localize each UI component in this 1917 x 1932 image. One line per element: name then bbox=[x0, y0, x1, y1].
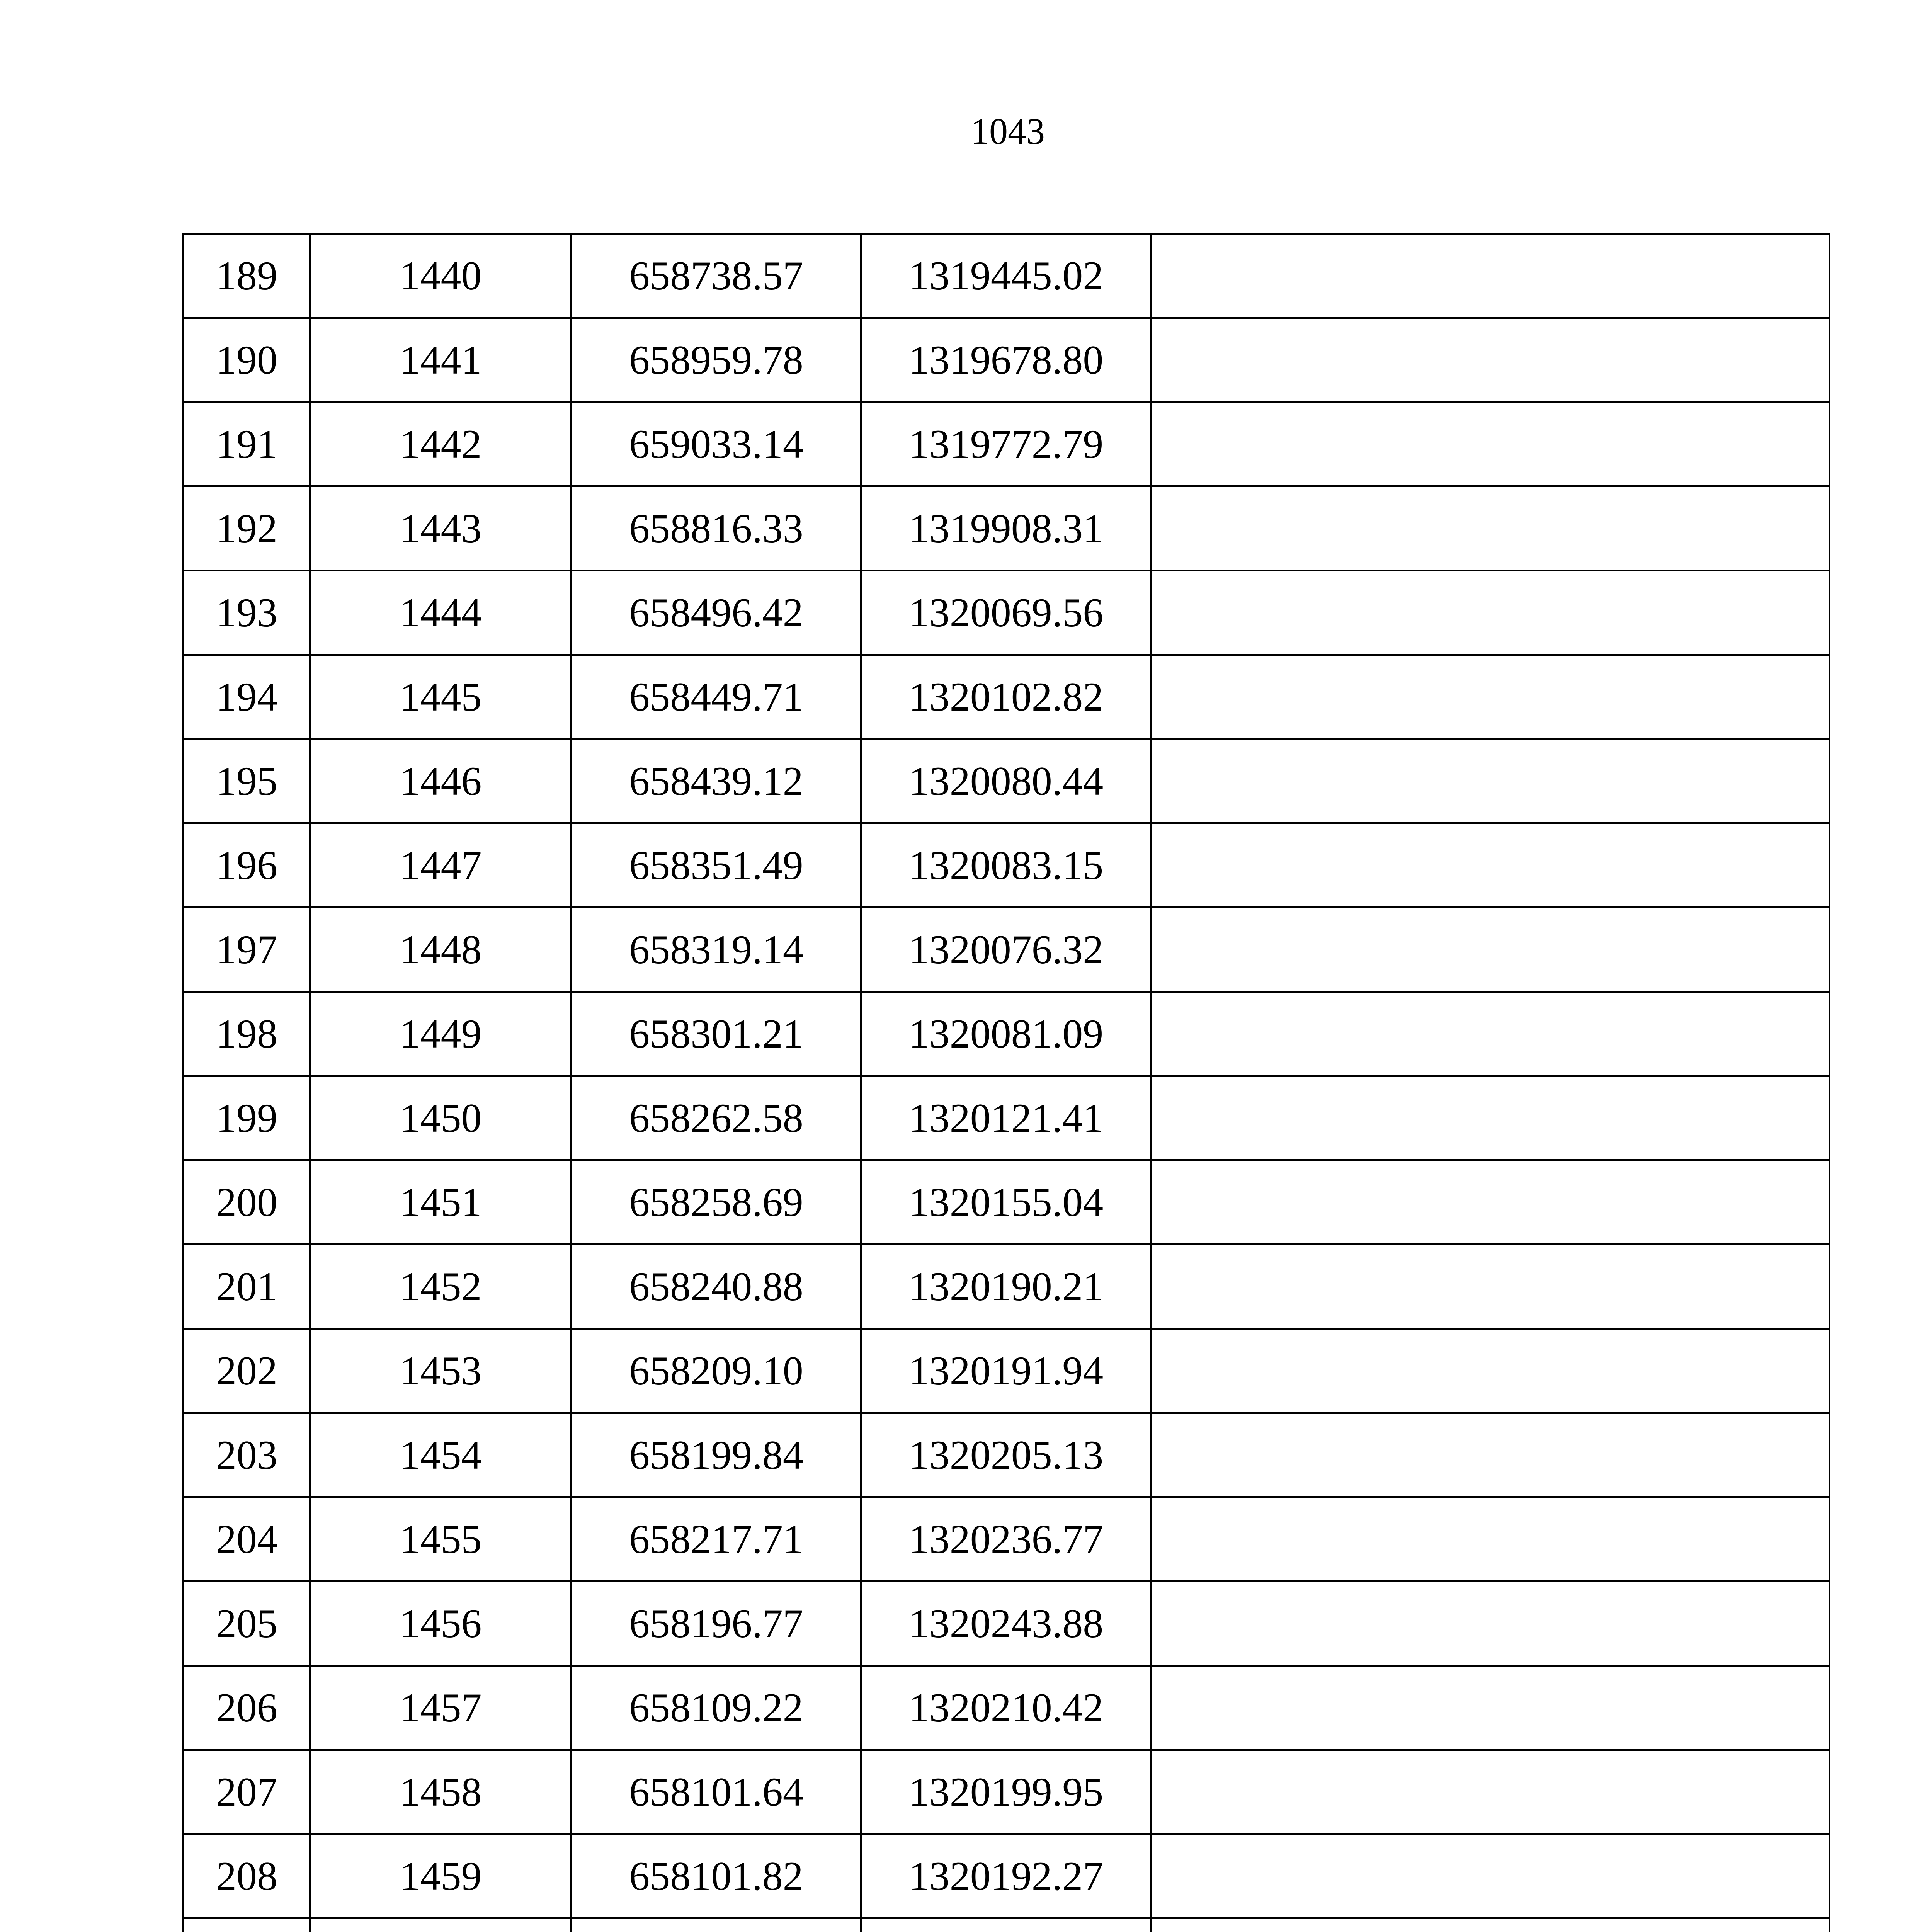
row-number-cell: 189 bbox=[184, 234, 310, 318]
row-number-cell: 196 bbox=[184, 823, 310, 908]
x-coordinate-cell: 658109.22 bbox=[572, 1666, 861, 1750]
x-coordinate-cell: 658738.57 bbox=[572, 234, 861, 318]
table-row bbox=[184, 1582, 1830, 1666]
point-id-cell: 1446 bbox=[310, 739, 572, 823]
table-row bbox=[184, 823, 1830, 908]
x-coordinate-cell: 658301.21 bbox=[572, 992, 861, 1076]
x-coordinate-cell: 658240.88 bbox=[572, 1245, 861, 1329]
note-cell bbox=[1151, 234, 1830, 318]
point-id-cell: 1457 bbox=[310, 1666, 572, 1750]
y-coordinate-cell: 1320191.94 bbox=[861, 1329, 1151, 1413]
point-id-cell: 1443 bbox=[310, 486, 572, 571]
row-number-cell: 194 bbox=[184, 655, 310, 739]
x-coordinate-cell bbox=[572, 1918, 861, 1932]
note-cell bbox=[1151, 1329, 1830, 1413]
row-number-cell bbox=[184, 1918, 310, 1932]
y-coordinate-cell: 1320210.42 bbox=[861, 1666, 1151, 1750]
point-id-cell: 1447 bbox=[310, 823, 572, 908]
table-row bbox=[184, 1666, 1830, 1750]
x-coordinate-cell: 658262.58 bbox=[572, 1076, 861, 1160]
y-coordinate-cell: 1320076.32 bbox=[861, 908, 1151, 992]
row-number-cell: 200 bbox=[184, 1160, 310, 1245]
x-coordinate-cell: 659033.14 bbox=[572, 402, 861, 486]
point-id-cell: 1450 bbox=[310, 1076, 572, 1160]
table-row bbox=[184, 1497, 1830, 1582]
note-cell bbox=[1151, 1666, 1830, 1750]
note-cell bbox=[1151, 1497, 1830, 1582]
y-coordinate-cell: 1320199.95 bbox=[861, 1750, 1151, 1834]
point-id-cell: 1456 bbox=[310, 1582, 572, 1666]
x-coordinate-cell: 658449.71 bbox=[572, 655, 861, 739]
table-row bbox=[184, 908, 1830, 992]
coordinates-table-body bbox=[184, 234, 1830, 1932]
y-coordinate-cell: 1320190.21 bbox=[861, 1245, 1151, 1329]
row-number-cell: 204 bbox=[184, 1497, 310, 1582]
note-cell bbox=[1151, 402, 1830, 486]
point-id-cell: 1444 bbox=[310, 571, 572, 655]
x-coordinate-cell: 658258.69 bbox=[572, 1160, 861, 1245]
y-coordinate-cell: 1320102.82 bbox=[861, 655, 1151, 739]
x-coordinate-cell: 658101.82 bbox=[572, 1834, 861, 1918]
note-cell bbox=[1151, 571, 1830, 655]
table-row bbox=[184, 655, 1830, 739]
table-row bbox=[184, 234, 1830, 318]
table-row bbox=[184, 1160, 1830, 1245]
table-row bbox=[184, 1918, 1830, 1932]
point-id-cell: 1451 bbox=[310, 1160, 572, 1245]
point-id-cell: 1440 bbox=[310, 234, 572, 318]
row-number-cell: 202 bbox=[184, 1329, 310, 1413]
note-cell bbox=[1151, 318, 1830, 402]
y-coordinate-cell: 1320236.77 bbox=[861, 1497, 1151, 1582]
row-number-cell: 193 bbox=[184, 571, 310, 655]
y-coordinate-cell: 1319678.80 bbox=[861, 318, 1151, 402]
table-row bbox=[184, 1413, 1830, 1497]
row-number-cell: 207 bbox=[184, 1750, 310, 1834]
table-row bbox=[184, 486, 1830, 571]
row-number-cell: 191 bbox=[184, 402, 310, 486]
note-cell bbox=[1151, 1918, 1830, 1932]
row-number-cell: 205 bbox=[184, 1582, 310, 1666]
y-coordinate-cell: 1320081.09 bbox=[861, 992, 1151, 1076]
point-id-cell: 1454 bbox=[310, 1413, 572, 1497]
point-id-cell: 1452 bbox=[310, 1245, 572, 1329]
note-cell bbox=[1151, 1076, 1830, 1160]
note-cell bbox=[1151, 1750, 1830, 1834]
x-coordinate-cell: 658217.71 bbox=[572, 1497, 861, 1582]
x-coordinate-cell: 658816.33 bbox=[572, 486, 861, 571]
x-coordinate-cell: 658199.84 bbox=[572, 1413, 861, 1497]
table-row bbox=[184, 1329, 1830, 1413]
point-id-cell: 1449 bbox=[310, 992, 572, 1076]
note-cell bbox=[1151, 655, 1830, 739]
table-row bbox=[184, 1076, 1830, 1160]
table-row bbox=[184, 739, 1830, 823]
note-cell bbox=[1151, 908, 1830, 992]
point-id-cell: 1458 bbox=[310, 1750, 572, 1834]
point-id-cell: 1441 bbox=[310, 318, 572, 402]
x-coordinate-cell: 658496.42 bbox=[572, 571, 861, 655]
row-number-cell: 192 bbox=[184, 486, 310, 571]
y-coordinate-cell: 1319772.79 bbox=[861, 402, 1151, 486]
row-number-cell: 201 bbox=[184, 1245, 310, 1329]
row-number-cell: 206 bbox=[184, 1666, 310, 1750]
point-id-cell: 1442 bbox=[310, 402, 572, 486]
row-number-cell: 198 bbox=[184, 992, 310, 1076]
row-number-cell: 190 bbox=[184, 318, 310, 402]
x-coordinate-cell: 658319.14 bbox=[572, 908, 861, 992]
point-id-cell: 1445 bbox=[310, 655, 572, 739]
y-coordinate-cell: 1320192.27 bbox=[861, 1834, 1151, 1918]
page-number: 1043 bbox=[971, 111, 1045, 152]
y-coordinate-cell: 1320083.15 bbox=[861, 823, 1151, 908]
x-coordinate-cell: 658439.12 bbox=[572, 739, 861, 823]
point-id-cell: 1455 bbox=[310, 1497, 572, 1582]
x-coordinate-cell: 658101.64 bbox=[572, 1750, 861, 1834]
y-coordinate-cell: 1320243.88 bbox=[861, 1582, 1151, 1666]
note-cell bbox=[1151, 739, 1830, 823]
y-coordinate-cell: 1319445.02 bbox=[861, 234, 1151, 318]
y-coordinate-cell: 1320205.13 bbox=[861, 1413, 1151, 1497]
note-cell bbox=[1151, 823, 1830, 908]
row-number-cell: 197 bbox=[184, 908, 310, 992]
row-number-cell: 199 bbox=[184, 1076, 310, 1160]
table-row bbox=[184, 402, 1830, 486]
table-row bbox=[184, 1750, 1830, 1834]
table-row bbox=[184, 992, 1830, 1076]
row-number-cell: 195 bbox=[184, 739, 310, 823]
y-coordinate-cell bbox=[861, 1918, 1151, 1932]
note-cell bbox=[1151, 1834, 1830, 1918]
table-row bbox=[184, 318, 1830, 402]
point-id-cell: 1453 bbox=[310, 1329, 572, 1413]
point-id-cell: 1459 bbox=[310, 1834, 572, 1918]
coordinates-table bbox=[182, 233, 1830, 1932]
x-coordinate-cell: 658351.49 bbox=[572, 823, 861, 908]
y-coordinate-cell: 1320121.41 bbox=[861, 1076, 1151, 1160]
note-cell bbox=[1151, 1582, 1830, 1666]
note-cell bbox=[1151, 1160, 1830, 1245]
x-coordinate-cell: 658196.77 bbox=[572, 1582, 861, 1666]
table-row bbox=[184, 1245, 1830, 1329]
y-coordinate-cell: 1320069.56 bbox=[861, 571, 1151, 655]
table-row bbox=[184, 1834, 1830, 1918]
note-cell bbox=[1151, 1245, 1830, 1329]
x-coordinate-cell: 658209.10 bbox=[572, 1329, 861, 1413]
y-coordinate-cell: 1319908.31 bbox=[861, 486, 1151, 571]
x-coordinate-cell: 658959.78 bbox=[572, 318, 861, 402]
point-id-cell: 1448 bbox=[310, 908, 572, 992]
note-cell bbox=[1151, 992, 1830, 1076]
point-id-cell bbox=[310, 1918, 572, 1932]
row-number-cell: 208 bbox=[184, 1834, 310, 1918]
note-cell bbox=[1151, 1413, 1830, 1497]
note-cell bbox=[1151, 486, 1830, 571]
y-coordinate-cell: 1320155.04 bbox=[861, 1160, 1151, 1245]
table-row bbox=[184, 571, 1830, 655]
row-number-cell: 203 bbox=[184, 1413, 310, 1497]
y-coordinate-cell: 1320080.44 bbox=[861, 739, 1151, 823]
